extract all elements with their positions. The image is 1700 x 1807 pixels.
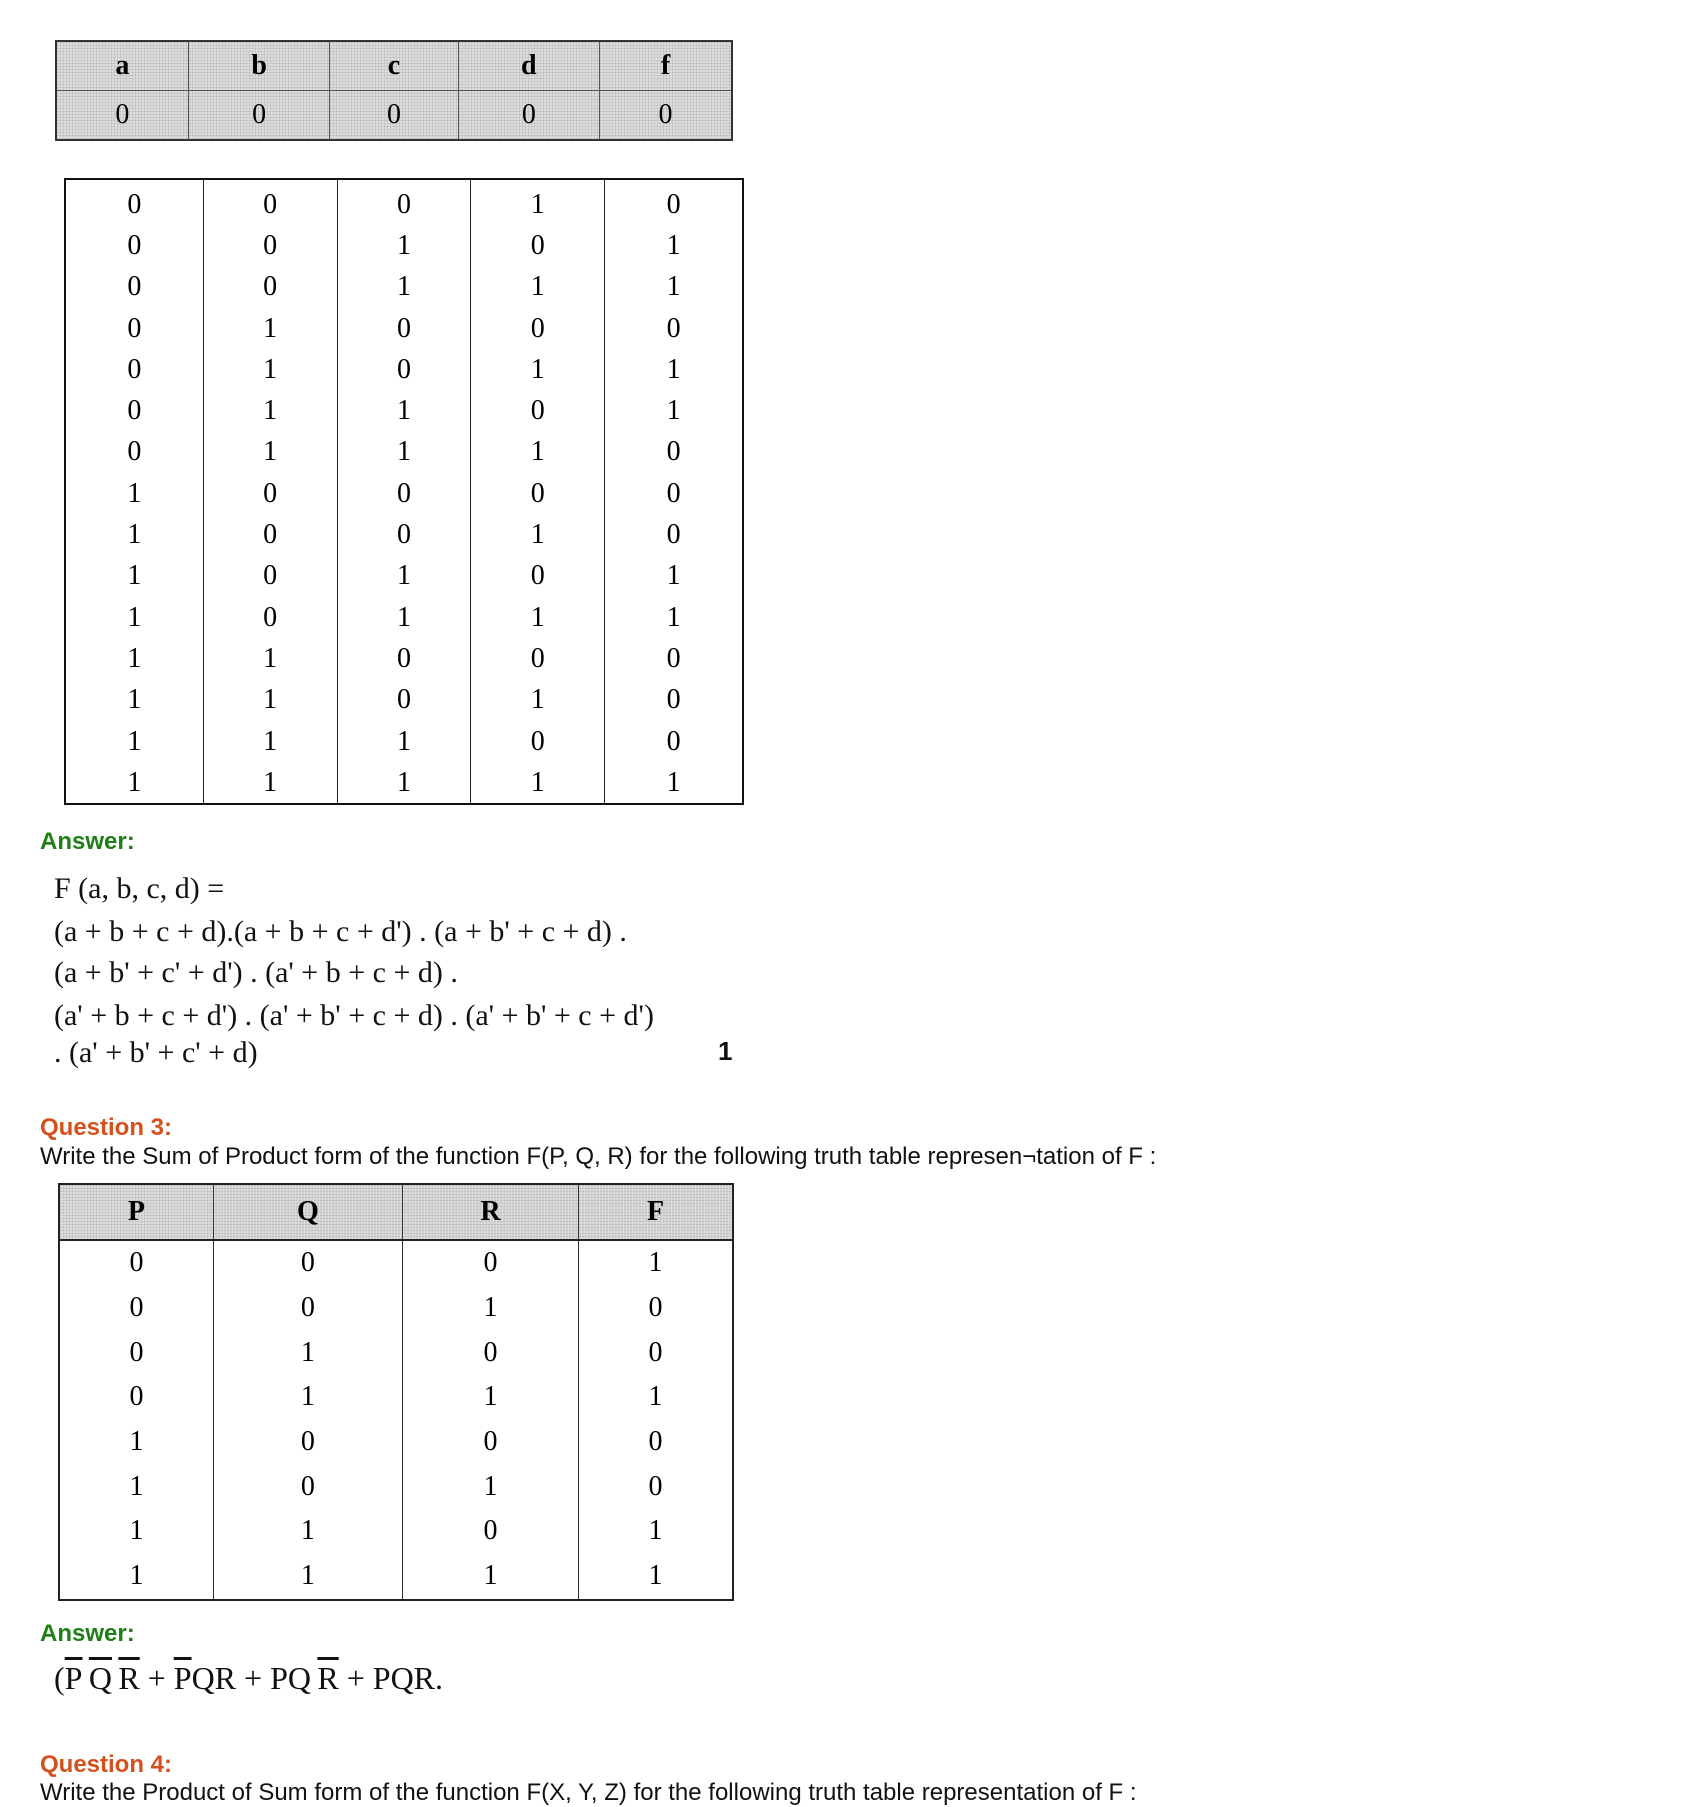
header-cell: f <box>600 41 732 91</box>
formula-line: (a + b + c + d).(a + b + c + d') . (a + b' + c + d) . <box>54 915 627 948</box>
term-p-bar: $\overline{P}$ <box>173 1660 192 1696</box>
formula-line: . (a' + b' + c' + d) <box>54 1036 258 1069</box>
cell: 0 <box>203 267 337 308</box>
table-row <box>59 1375 733 1420</box>
cell: 1 <box>337 267 471 308</box>
cell: 1 <box>471 432 605 473</box>
cell: 0 <box>337 473 471 514</box>
cell: 1 <box>471 267 605 308</box>
table-row <box>59 1420 733 1465</box>
cell: 0 <box>59 1375 213 1420</box>
term-qr: QR <box>191 1660 237 1696</box>
plus: + <box>346 1660 365 1696</box>
cell: 1 <box>213 1509 402 1554</box>
cell: 0 <box>56 91 188 141</box>
header-cell: Q <box>213 1184 402 1240</box>
cell: 0 <box>203 225 337 266</box>
cell: 1 <box>471 179 605 225</box>
answer-label: Answer: <box>40 1620 135 1647</box>
table-header-row <box>59 1184 733 1240</box>
table-row <box>59 1464 733 1509</box>
cell: 0 <box>203 473 337 514</box>
cell: 0 <box>402 1330 578 1375</box>
cell: 1 <box>213 1375 402 1420</box>
cell: 1 <box>605 762 743 804</box>
cell: 0 <box>579 1330 733 1375</box>
table-row <box>65 762 743 804</box>
table-row <box>65 473 743 514</box>
cell: 1 <box>59 1509 213 1554</box>
cell: 0 <box>605 473 743 514</box>
term-p-bar: $\overline{P}$ <box>64 1660 83 1696</box>
header-cell: a <box>56 41 188 91</box>
cell: 0 <box>605 514 743 555</box>
question-4-label: Question 4: <box>40 1751 173 1778</box>
cell: 0 <box>471 390 605 431</box>
cell: 0 <box>203 597 337 638</box>
cell: 0 <box>188 91 330 141</box>
cell: 1 <box>65 556 203 597</box>
cell: 0 <box>579 1286 733 1331</box>
cell: 1 <box>402 1464 578 1509</box>
cell: 1 <box>65 638 203 679</box>
cell: 1 <box>203 390 337 431</box>
table-row <box>65 432 743 473</box>
marks: 1 <box>718 1036 733 1066</box>
cell: 1 <box>605 225 743 266</box>
cell: 1 <box>471 762 605 804</box>
cell: 0 <box>471 721 605 762</box>
cell: 1 <box>605 267 743 308</box>
cell: 0 <box>600 91 732 141</box>
cell: 1 <box>65 473 203 514</box>
cell: 1 <box>471 514 605 555</box>
cell: 0 <box>402 1240 578 1286</box>
cell: 1 <box>203 680 337 721</box>
header-cell: c <box>330 41 458 91</box>
cell: 0 <box>59 1286 213 1331</box>
cell: 0 <box>471 225 605 266</box>
cell: 0 <box>59 1330 213 1375</box>
formula-line: F (a, b, c, d) = <box>54 872 225 905</box>
cell: 1 <box>337 556 471 597</box>
question-3-label: Question 3: <box>40 1114 173 1141</box>
cell: 1 <box>59 1554 213 1600</box>
cell: 1 <box>203 638 337 679</box>
term-q-bar: $\overline{Q}$ <box>88 1660 112 1696</box>
table-row <box>59 1330 733 1375</box>
question-3-text: Write the Sum of Product form of the function F(P, Q, R) for the following truth table represen¬tation of F : <box>40 1143 1157 1170</box>
cell: 0 <box>203 514 337 555</box>
cell: 0 <box>203 556 337 597</box>
term-r-bar: $\overline{R}$ <box>317 1660 339 1696</box>
plus: + <box>244 1660 263 1696</box>
cell: 1 <box>65 762 203 804</box>
cell: 0 <box>605 308 743 349</box>
table-row <box>59 1240 733 1286</box>
truth-table-header-abcdf <box>55 40 733 141</box>
truth-table-pqr <box>58 1183 734 1601</box>
cell: 1 <box>213 1330 402 1375</box>
cell: 0 <box>213 1464 402 1509</box>
cell: 1 <box>203 349 337 390</box>
term-pq: PQ <box>270 1660 311 1696</box>
table-row <box>65 556 743 597</box>
cell: 1 <box>337 597 471 638</box>
cell: 0 <box>471 556 605 597</box>
answer-label: Answer: <box>40 828 135 855</box>
cell: 1 <box>605 556 743 597</box>
truth-table-body-abcdf <box>64 178 744 805</box>
cell: 0 <box>203 179 337 225</box>
cell: 0 <box>579 1464 733 1509</box>
cell: 1 <box>402 1375 578 1420</box>
header-cell: F <box>579 1184 733 1240</box>
table-row <box>59 1286 733 1331</box>
cell: 1 <box>65 721 203 762</box>
header-cell: d <box>458 41 600 91</box>
header-cell: P <box>59 1184 213 1240</box>
table-row <box>65 390 743 431</box>
sop-expression <box>54 1660 443 1697</box>
cell: 1 <box>605 390 743 431</box>
cell: 0 <box>337 308 471 349</box>
table-row <box>65 179 743 225</box>
cell: 0 <box>65 308 203 349</box>
table-row <box>65 308 743 349</box>
cell: 0 <box>402 1509 578 1554</box>
cell: 1 <box>203 308 337 349</box>
cell: 0 <box>213 1286 402 1331</box>
table-row <box>65 267 743 308</box>
table-row <box>59 1554 733 1600</box>
header-cell: b <box>188 41 330 91</box>
term-r-bar: $\overline{R}$ <box>118 1660 140 1696</box>
cell: 0 <box>337 638 471 679</box>
table-row <box>65 225 743 266</box>
cell: 1 <box>65 514 203 555</box>
cell: 1 <box>337 432 471 473</box>
cell: 0 <box>605 638 743 679</box>
plus: + <box>147 1660 166 1696</box>
cell: 0 <box>59 1240 213 1286</box>
cell: 0 <box>471 473 605 514</box>
cell: 0 <box>579 1420 733 1465</box>
cell: 1 <box>213 1554 402 1600</box>
cell: 1 <box>203 432 337 473</box>
table-row <box>65 597 743 638</box>
cell: 1 <box>65 597 203 638</box>
question-4-text: Write the Product of Sum form of the function F(X, Y, Z) for the following truth table representation of F : <box>40 1779 1137 1806</box>
cell: 1 <box>65 680 203 721</box>
cell: 0 <box>213 1420 402 1465</box>
cell: 1 <box>471 597 605 638</box>
cell: 0 <box>65 390 203 431</box>
cell: 1 <box>59 1420 213 1465</box>
cell: 0 <box>337 349 471 390</box>
header-cell: R <box>402 1184 578 1240</box>
cell: 1 <box>579 1509 733 1554</box>
cell: 0 <box>65 267 203 308</box>
cell: 1 <box>203 762 337 804</box>
cell: 0 <box>213 1240 402 1286</box>
table-row <box>59 1509 733 1554</box>
cell: 0 <box>605 721 743 762</box>
table-row <box>65 680 743 721</box>
cell: 1 <box>337 390 471 431</box>
term-pqr: PQR. <box>372 1660 444 1696</box>
cell: 1 <box>579 1240 733 1286</box>
cell: 0 <box>65 179 203 225</box>
table-header-row <box>56 41 732 91</box>
cell: 0 <box>471 638 605 679</box>
cell: 0 <box>471 308 605 349</box>
cell: 0 <box>458 91 600 141</box>
table-row <box>65 349 743 390</box>
cell: 1 <box>579 1554 733 1600</box>
cell: 0 <box>337 514 471 555</box>
cell: 0 <box>65 432 203 473</box>
table-row <box>65 514 743 555</box>
cell: 1 <box>402 1554 578 1600</box>
cell: 1 <box>337 762 471 804</box>
formula-line: (a + b' + c' + d') . (a' + b + c + d) . <box>54 956 458 989</box>
cell: 1 <box>605 349 743 390</box>
cell: 1 <box>337 721 471 762</box>
cell: 0 <box>605 680 743 721</box>
cell: 1 <box>337 225 471 266</box>
cell: 0 <box>337 179 471 225</box>
table-row <box>65 638 743 679</box>
cell: 1 <box>471 349 605 390</box>
cell: 1 <box>605 597 743 638</box>
open-paren: ( <box>54 1660 65 1696</box>
cell: 1 <box>471 680 605 721</box>
cell: 1 <box>579 1375 733 1420</box>
cell: 0 <box>330 91 458 141</box>
cell: 0 <box>337 680 471 721</box>
cell: 0 <box>65 225 203 266</box>
table-row <box>65 721 743 762</box>
table-row <box>56 91 732 141</box>
formula-line: (a' + b + c + d') . (a' + b' + c + d) . (a' + b' + c + d') <box>54 999 654 1032</box>
cell: 0 <box>65 349 203 390</box>
cell: 1 <box>402 1286 578 1331</box>
cell: 1 <box>59 1464 213 1509</box>
cell: 0 <box>402 1420 578 1465</box>
cell: 1 <box>203 721 337 762</box>
cell: 0 <box>605 179 743 225</box>
cell: 0 <box>605 432 743 473</box>
